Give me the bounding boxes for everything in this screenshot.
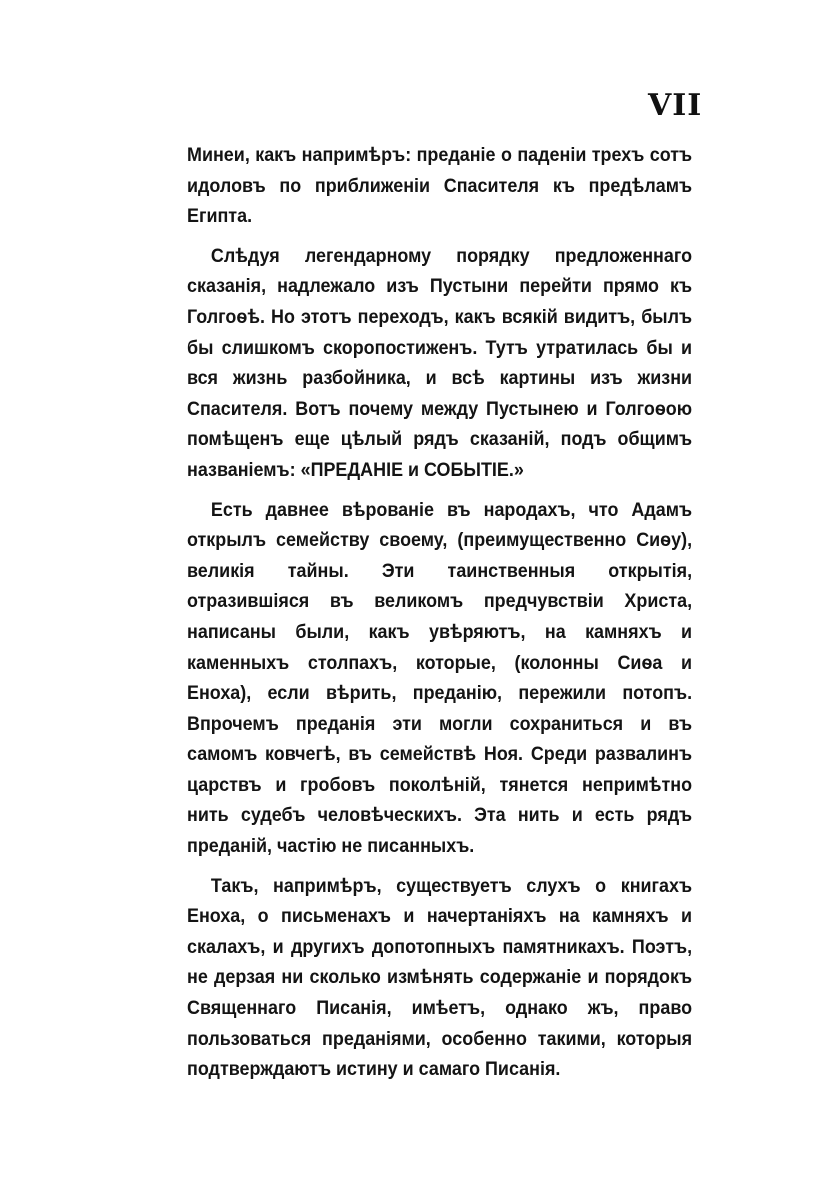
paragraph-legend-order: Слѣдуя легендарному порядку предложеннаго сказанія, надлежало изъ Пустыни перейти прямо къ Голгоѳѣ. Но этотъ переходъ, какъ всякій видитъ, былъ бы слишкомъ скоропостиженъ. Тутъ утратилась бы и вся жизнь разбойника, и всѣ картины изъ жизни Спасителя. Вотъ почему между Пустынею и Голгоѳою помѣщенъ еще цѣлый рядъ сказаній, подъ общимъ названіемъ: «ПРЕДАНІЕ и СОБЫТІЕ.» <box>187 244 693 481</box>
paragraph-enoch-books: Такъ, напримѣръ, существуетъ слухъ о книгахъ Еноха, о письменахъ и начертаніяхъ на камняхъ и скалахъ, и другихъ допотопныхъ памятникахъ. Поэтъ, не дерзая ни сколько измѣнять содержаніе и порядокъ Священнаго Писанія, имѣетъ, однако жъ, право пользоваться преданіями, особенно такими, которыя подтверждаютъ истину и самаго Писанія. <box>187 874 693 1081</box>
page-number: VII <box>648 88 703 123</box>
paragraph-adam-belief: Есть давнее вѣрованіе въ народахъ, что Адамъ открылъ семейству своему, (преимущественно Сиѳу), великія тайны. Эти таинственныя открытія, отразившіяся въ великомъ предчувствіи Христа, написаны были, какъ увѣряютъ, на камняхъ и каменныхъ столпахъ, которые, (колонны Сиѳа и Еноха), если вѣрить, преданію, пережили потопъ. Впрочемъ преданія эти могли сохраниться и въ самомъ ковчегѣ, въ семействѣ Ноя. Среди развалинъ царствъ и гробовъ поколѣній, тянется непримѣтно нить судебъ человѣческихъ. Эта нить и есть рядъ преданій, частію не писанныхъ. <box>187 498 693 858</box>
paragraph-continuation: Минеи, какъ напримѣръ: преданіе о паденіи трехъ сотъ идоловъ по приближеніи Спасителя къ предѣламъ Египта. <box>187 144 693 228</box>
body-text <box>187 140 693 1094</box>
